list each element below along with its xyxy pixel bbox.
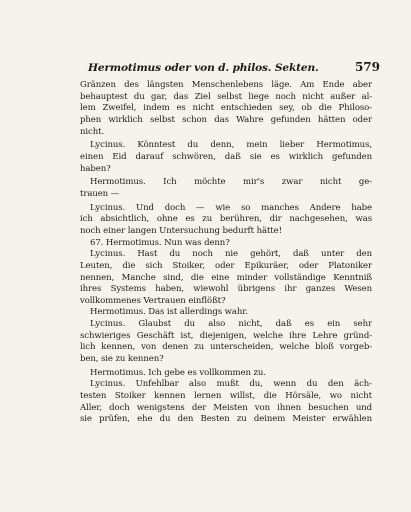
text-line: noch einer langen Untersuchung bedurft hätte!: [80, 225, 282, 236]
text-line: testen Stoiker kennen lernen willst, die Hörsäle, wo nicht: [80, 391, 372, 402]
page-body: [80, 80, 372, 426]
text-line: Lycinus. Glaubst du also nicht, daß es ein sehr: [90, 319, 372, 330]
text-line: nennen, Manche sind, die eine minder vollständige Kenntniß: [80, 272, 372, 283]
text-line: ihres Systems haben, wiewohl übrigens ihr ganzes Wesen: [80, 284, 372, 295]
text-line: Hermotimus. Ich gebe es vollkommen zu.: [90, 367, 266, 378]
text-line: Lycinus. Hast du noch nie gehört, daß unter den: [90, 249, 372, 260]
text-line: vollkommenes Vertrauen einflößt?: [80, 295, 226, 306]
text-line: Aller, doch wenigstens der Meisten von ihnen besuchen und: [80, 402, 372, 413]
text-line: Lycinus. Und doch — wie so manches Andere habe: [90, 202, 372, 213]
text-line: Gränzen des längsten Menschenlebens läge. Am Ende aber: [80, 80, 372, 90]
text-line: lich kennen, von denen zu unterscheiden, welche bloß vorgeb-: [80, 342, 372, 353]
text-line: 67. Hermotimus. Nun was denn?: [90, 237, 230, 248]
text-line: haben?: [80, 163, 111, 174]
text-line: ich absichtlich, ohne es zu berühren, dir nachgesehen, was: [80, 214, 372, 225]
text-line: schwieriges Geschäft ist, diejenigen, welche ihre Lehre gründ-: [80, 330, 372, 341]
text-line: einen Eid darauf schwören, daß sie es wirklich gefunden: [80, 151, 372, 162]
text-line: ben, sie zu kennen?: [80, 354, 164, 365]
running-header: Hermotimus oder von d. philos. Sekten.: [88, 62, 319, 74]
page-number: 579: [354, 60, 380, 74]
text-line: phen wirklich selbst schon das Wahre gefunden hätten oder: [80, 114, 372, 125]
text-line: nicht.: [80, 126, 105, 137]
text-line: Hermotimus. Das ist allerdings wahr.: [90, 307, 248, 318]
text-line: behauptest du gar, das Ziel selbst liege noch nicht außer al-: [80, 91, 372, 102]
text-line: lem Zweifel, indem es nicht entschieden sey, ob die Philoso-: [80, 103, 372, 114]
text-line: sie prüfen, ehe du den Besten zu deinem Meister erwählen: [80, 414, 372, 425]
text-line: Lycinus. Könntest du denn, mein lieber Hermotimus,: [90, 140, 372, 151]
text-line: Leuten, die sich Stoiker, oder Epikuräer, oder Platoniker: [80, 260, 372, 271]
text-line: Hermotimus. Ich möchte mir's zwar nicht ge-: [90, 177, 372, 188]
text-line: trauen —: [80, 188, 120, 199]
text-line: Lycinus. Unfehlbar also mußt du, wenn du den äch-: [90, 379, 372, 390]
